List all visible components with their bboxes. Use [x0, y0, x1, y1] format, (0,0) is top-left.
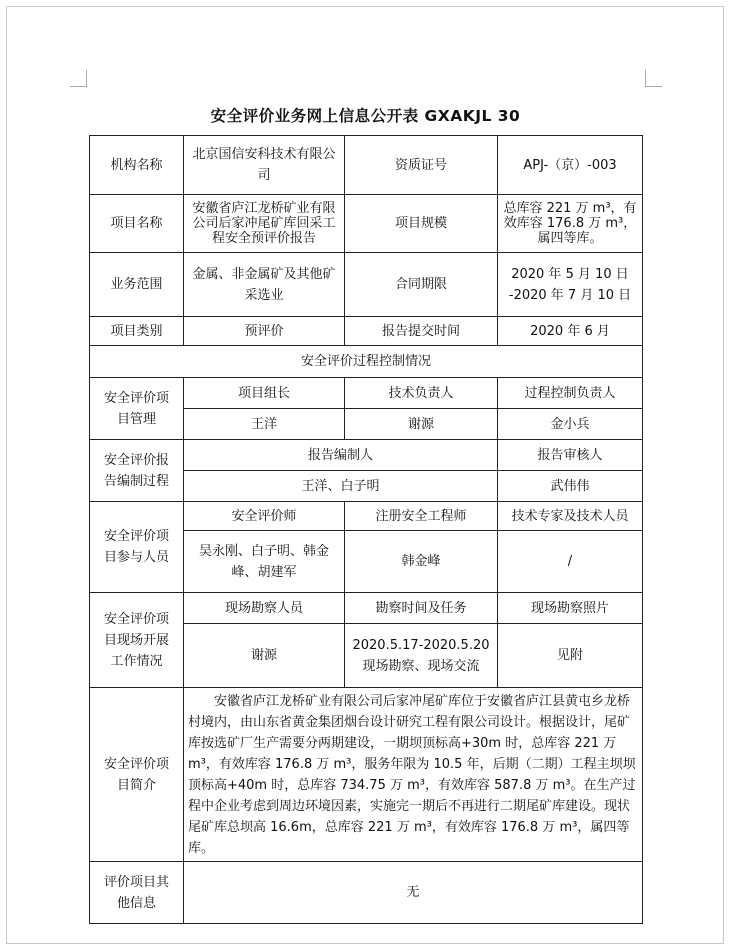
- table-row: [90, 688, 643, 862]
- site-value-staff: 谢源: [184, 624, 345, 688]
- management-header-leader: 项目组长: [184, 378, 345, 409]
- participants-label-line-2: 目参与人员: [103, 550, 169, 565]
- contract-label: 合同期限: [345, 253, 498, 317]
- report-value-author: 王洋、白子明: [184, 471, 498, 502]
- table-row: [90, 862, 643, 924]
- site-value-photo: 见附: [498, 624, 643, 688]
- management-value-leader: 王洋: [184, 409, 345, 440]
- submit-value: 2020 年 6 月: [498, 317, 643, 346]
- participants-label: [90, 502, 184, 593]
- contract-end: -2020 年 7 月 10 日: [508, 287, 632, 303]
- other-value: 无: [184, 862, 643, 924]
- contract-start: 2020 年 5 月 10 日: [511, 266, 629, 282]
- management-header-control: 过程控制负责人: [498, 378, 643, 409]
- participants-value-engineer: 韩金峰: [345, 531, 498, 593]
- process-header: 安全评价过程控制情况: [90, 346, 643, 378]
- report-value-reviewer: 武伟伟: [498, 471, 643, 502]
- site-value-time-line-1: 2020.5.17-2020.5.20: [352, 637, 490, 653]
- other-label: [90, 862, 184, 924]
- report-header-reviewer: 报告审核人: [498, 440, 643, 471]
- table-row: [90, 346, 643, 378]
- site-value-time: [345, 624, 498, 688]
- management-label-line-1: 安全评价项: [103, 390, 169, 406]
- site-header-time: 勘察时间及任务: [345, 593, 498, 624]
- cert-value: APJ-（京）-003: [498, 136, 643, 195]
- report-header-author: 报告编制人: [184, 440, 498, 471]
- report-label: [90, 440, 184, 502]
- management-header-tech: 技术负责人: [345, 378, 498, 409]
- category-label: 项目类别: [90, 317, 184, 346]
- table-row: [90, 502, 643, 531]
- submit-label: 报告提交时间: [345, 317, 498, 346]
- table-row: [90, 440, 643, 471]
- table-row: [90, 253, 643, 317]
- cert-label: 资质证号: [345, 136, 498, 195]
- site-label-line-3: 工作情况: [110, 653, 163, 669]
- summary-label: [90, 688, 184, 862]
- management-value-control: 金小兵: [498, 409, 643, 440]
- document-title: 安全评价业务网上信息公开表 GXAKJL 30: [210, 107, 521, 125]
- participants-value-assessor: 吴永刚、白子明、韩金峰、胡建军: [184, 531, 345, 593]
- contract-value: [498, 253, 643, 317]
- site-header-photo: 现场勘察照片: [498, 593, 643, 624]
- table-row: [90, 195, 643, 253]
- participants-label-line-1: 安全评价项: [103, 529, 169, 544]
- summary-text: 安徽省庐江龙桥矿业有限公司后家冲尾矿库位于安徽省庐江县黄屯乡龙桥村境内，由山东省黄金集团烟台设计研究工程有限公司设计。根据设计，尾矿库按选矿厂生产需要分两期建设，一期坝顶标高+30m 时，总库容 221 万 m³，有效库容 176.8 万 m³，服务年限为 10.5 年，后期（二期）工程主坝坝顶标高+40m 时，总库容 734.75 万 m³，有效库容 587.8 万 m³。在生产过程中企业考虑到周边环境因素，实施完一期后不再进行二期尾矿库建设。现状尾矿库总坝高 16.6m，总库容 221 万 m³，有效库容 176.8 万 m³，属四等库。: [184, 688, 643, 862]
- site-label-line-1: 安全评价项: [103, 611, 169, 627]
- participants-header-engineer: 注册安全工程师: [345, 502, 498, 531]
- summary-label-line-2: 目简介: [116, 777, 156, 793]
- table-row: [90, 136, 643, 195]
- site-label-line-2: 目现场开展: [103, 632, 169, 648]
- scale-value: 总库容 221 万 m³，有效库容 176.8 万 m³，属四等库。: [498, 195, 643, 253]
- site-header-staff: 现场勘察人员: [184, 593, 345, 624]
- site-label: [90, 593, 184, 688]
- table-row: [90, 317, 643, 346]
- other-label-line-2: 他信息: [116, 895, 156, 911]
- site-value-time-line-2: 现场勘察、现场交流: [362, 658, 480, 674]
- summary-label-line-1: 安全评价项: [103, 756, 169, 772]
- scale-label: 项目规模: [345, 195, 498, 253]
- table-row: [90, 593, 643, 624]
- management-label-line-2: 目管理: [116, 411, 156, 427]
- other-label-line-1: 评价项目其: [103, 874, 169, 890]
- management-label: [90, 378, 184, 440]
- participants-header-expert: 技术专家及技术人员: [498, 502, 643, 531]
- scope-label: 业务范围: [90, 253, 184, 317]
- report-label-line-2: 告编制过程: [103, 473, 169, 489]
- info-table: [89, 135, 643, 924]
- participants-value-expert: /: [498, 531, 643, 593]
- project-value: 安徽省庐江龙桥矿业有限公司后家冲尾矿库回采工程安全预评价报告: [184, 195, 345, 253]
- participants-header-assessor: 安全评价师: [184, 502, 345, 531]
- management-value-tech: 谢源: [345, 409, 498, 440]
- category-value: 预评价: [184, 317, 345, 346]
- org-value: 北京国信安科技术有限公司: [184, 136, 345, 195]
- project-label: 项目名称: [90, 195, 184, 253]
- org-label: 机构名称: [90, 136, 184, 195]
- report-label-line-1: 安全评价报: [103, 452, 169, 468]
- margin-mark-top-right: [645, 70, 662, 87]
- scope-value: 金属、非金属矿及其他矿采选业: [184, 253, 345, 317]
- margin-mark-top-left: [70, 70, 87, 87]
- table-row: [90, 378, 643, 409]
